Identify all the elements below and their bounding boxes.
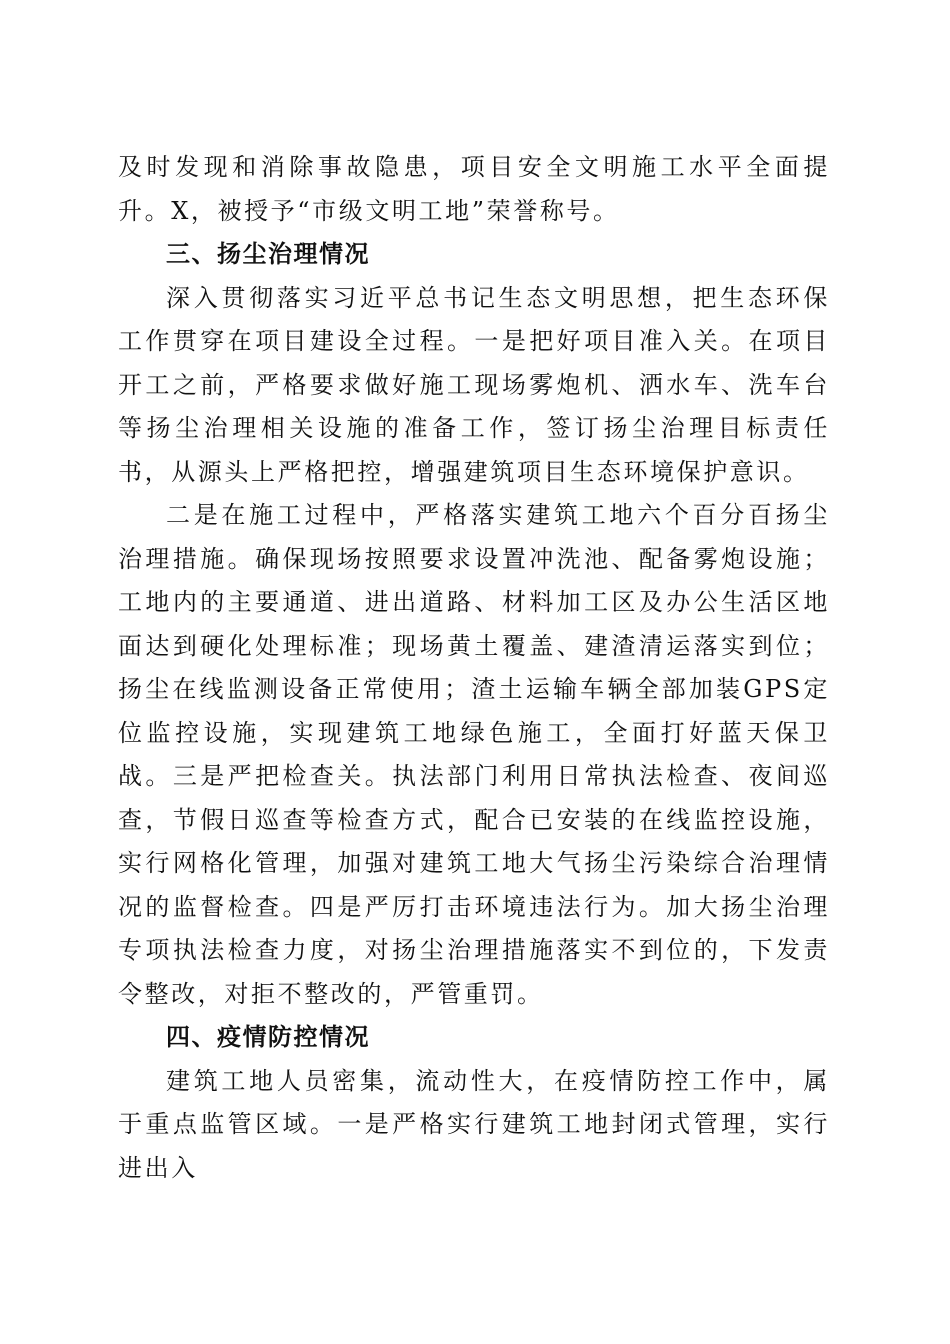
paragraph-epidemic-control: 建筑工地人员密集，流动性大，在疫情防控工作中，属于重点监管区域。一是严格实行建筑工地封闭式管理，实行进出入 xyxy=(118,1066,830,1182)
paragraph-dust-control-intro: 深入贯彻落实习近平总书记生态文明思想，把生态环保工作贯穿在项目建设全过程。一是把好项目准入关。在项目开工之前，严格要求做好施工现场雾炮机、洒水车、洗车台等扬尘治理相关设施的准备工作，签订扬尘治理目标责任书，从源头上严格把控，增强建筑项目生态环境保护意识。 xyxy=(118,283,830,486)
section-heading-epidemic-control: 四、疫情防控情况 xyxy=(166,1023,370,1051)
document-body xyxy=(118,146,830,1190)
paragraph-dust-control-measures: 二是在施工过程中，严格落实建筑工地六个百分百扬尘治理措施。确保现场按照要求设置冲洗池、配备雾炮设施；工地内的主要通道、进出道路、材料加工区及办公生活区地面达到硬化处理标准；现场黄土覆盖、建渣清运落实到位；扬尘在线监测设备正常使用；渣土运输车辆全部加装GPS定位监控设施，实现建筑工地绿色施工，全面打好蓝天保卫战。三是严把检查关。执法部门利用日常执法检查、夜间巡查，节假日巡查等检查方式，配合已安装的在线监控设施，实行网格化管理，加强对建筑工地大气扬尘污染综合治理情况的监督检查。四是严厉打击环境违法行为。加大扬尘治理专项执法检查力度，对扬尘治理措施落实不到位的，下发责令整改，对拒不整改的，严管重罚。 xyxy=(118,501,830,1008)
section-heading-dust-control: 三、扬尘治理情况 xyxy=(166,240,370,268)
paragraph-continuation: 及时发现和消除事故隐患，项目安全文明施工水平全面提升。X，被授予“市级文明工地”荣誉称号。 xyxy=(118,153,830,225)
